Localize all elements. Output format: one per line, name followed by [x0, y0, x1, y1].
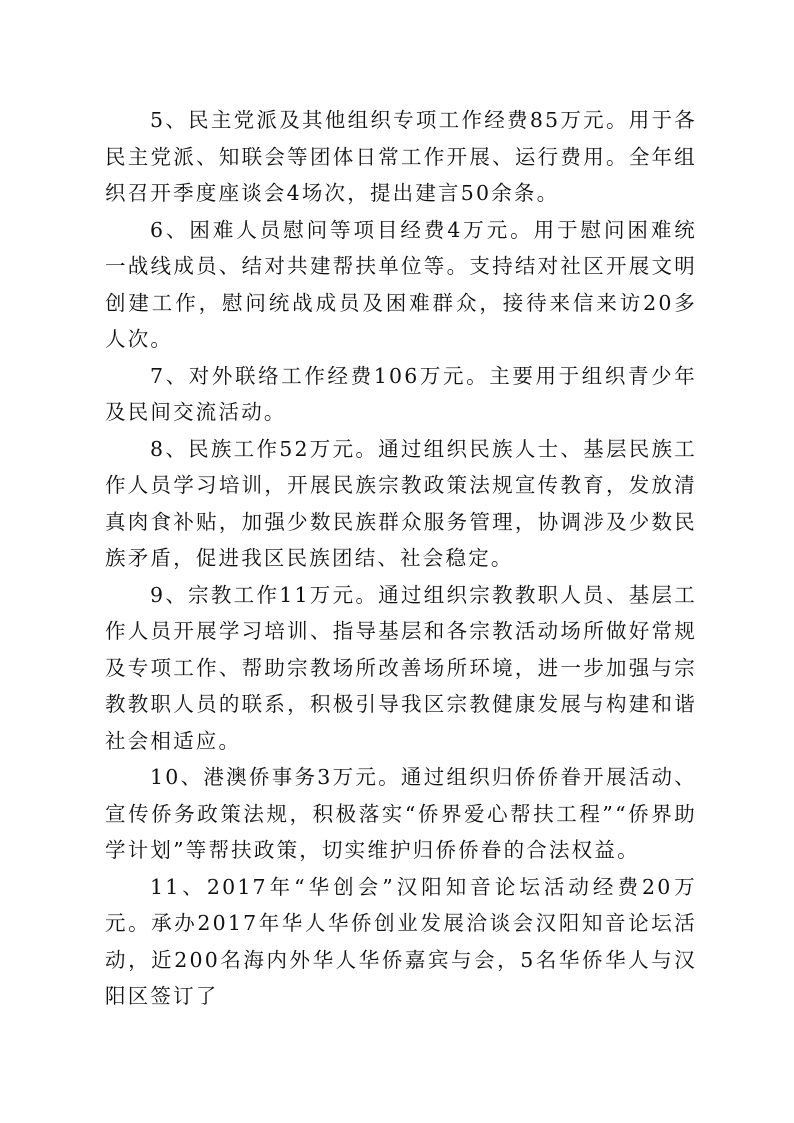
paragraph-item-11: 11、2017年“华创会”汉阳知音论坛活动经费20万元。承办2017年华人华侨创业发展洽谈会汉阳知音论坛活动，近200名海内外华人华侨嘉宾与会，5名华侨华人与汉阳区签订了 [105, 874, 697, 1008]
paragraph-item-10: 10、港澳侨事务3万元。通过组织归侨侨眷开展活动、宣传侨务政策法规，积极落实“侨界爱心帮扶工程”“侨界助学计划”等帮扶政策，切实维护归侨侨眷的合法权益。 [105, 765, 697, 862]
paragraph-item-7: 7、对外联络工作经费106万元。主要用于组织青少年及民间交流活动。 [105, 363, 697, 424]
paragraph-item-9: 9、宗教工作11万元。通过组织宗教教职人员、基层工作人员开展学习培训、指导基层和各宗教活动场所做好常规及专项工作、帮助宗教场所改善场所环境，进一步加强与宗教教职人员的联系，积极引导我区宗教健康发展与构建和谐社会相适应。 [105, 582, 697, 753]
document-body [105, 102, 697, 1015]
paragraph-item-6: 6、困难人员慰问等项目经费4万元。用于慰问困难统一战线成员、结对共建帮扶单位等。支持结对社区开展文明创建工作，慰问统战成员及困难群众，接待来信来访20多人次。 [105, 217, 697, 351]
paragraph-item-5: 5、民主党派及其他组织专项工作经费85万元。用于各民主党派、知联会等团体日常工作开展、运行费用。全年组织召开季度座谈会4场次，提出建言50余条。 [105, 108, 697, 205]
paragraph-item-8: 8、民族工作52万元。通过组织民族人士、基层民族工作人员学习培训，开展民族宗教政策法规宣传教育，发放清真肉食补贴，加强少数民族群众服务管理，协调涉及少数民族矛盾，促进我区民族团结、社会稳定。 [105, 436, 697, 570]
